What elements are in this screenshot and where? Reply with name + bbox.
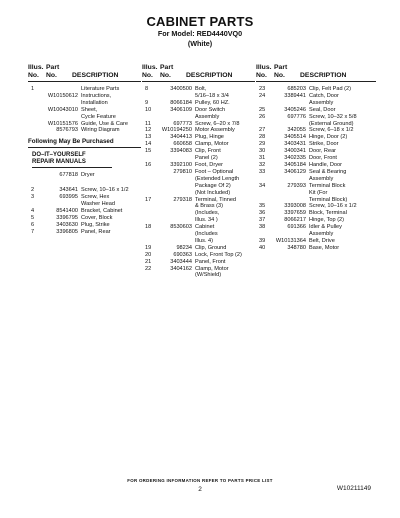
illus-number: 7 [31, 228, 35, 235]
illus-number: 1 [31, 86, 35, 92]
illus-number: 17 [145, 196, 152, 203]
part-number [160, 114, 195, 121]
illus-number [28, 114, 46, 121]
table-row [142, 272, 255, 279]
table-row [142, 155, 255, 162]
part-description: Block, Terminal [309, 210, 347, 217]
table-row [256, 127, 376, 134]
part-description: Kit (For [309, 189, 328, 196]
table-row [142, 162, 255, 169]
illus-number: 5 [31, 214, 35, 221]
part-number [274, 190, 309, 197]
part-description: Hinge, Top (2) [309, 217, 345, 224]
part-number: 3406129 [284, 168, 306, 175]
part-description: Package Of 2) [195, 182, 231, 189]
part-description: Foot – Optional [195, 168, 234, 175]
table-row [256, 86, 376, 93]
part-number [160, 176, 195, 183]
table-row [256, 114, 376, 121]
table-row [256, 141, 376, 148]
illus-number: 2 [31, 187, 35, 194]
part-number: 3400341 [284, 148, 306, 155]
part-description: Bracket, Cabinet [81, 207, 123, 214]
illus-number: 11 [145, 120, 151, 127]
table-row [142, 169, 255, 176]
illus-number: 39 [259, 237, 266, 244]
part-description: Handle, Door [309, 161, 342, 168]
illus-number: 27 [259, 127, 266, 134]
part-number: 8541400 [56, 207, 78, 214]
part-description: Illus. 4) [195, 237, 214, 244]
table-row [28, 229, 141, 236]
column-header: Illus. No. Part No. DESCRIPTION [256, 64, 376, 82]
part-description: (Includes [195, 231, 218, 238]
part-number: 693995 [59, 194, 78, 201]
part-description: Screw, 10–16 x 1/2 [81, 187, 129, 194]
table-row [142, 245, 255, 252]
part-description: Sheet, [81, 106, 98, 113]
part-number [160, 210, 195, 217]
page-title: CABINET PARTS [146, 14, 254, 29]
illus-number [142, 176, 160, 183]
table-row [28, 127, 141, 134]
illus-number [142, 114, 160, 121]
part-number: 3405514 [284, 134, 306, 141]
part-number [46, 100, 81, 107]
part-description: Screw, 6–20 x 7/8 [195, 120, 240, 127]
parts-list [256, 86, 376, 252]
part-number: 690363 [173, 251, 192, 258]
part-number: 3397659 [284, 210, 306, 217]
illus-number: 34 [259, 182, 266, 189]
following-heading: Following May Be Purchased [28, 138, 114, 146]
part-number [160, 155, 195, 162]
part-description: Clip, Ground [195, 244, 227, 251]
table-row [142, 148, 255, 155]
part-description: Guide, Use & Care [81, 120, 128, 127]
table-row [256, 245, 376, 252]
part-description: Bolt, [195, 86, 207, 92]
illus-number: 18 [145, 224, 152, 231]
part-number [160, 93, 195, 100]
table-row [256, 190, 376, 197]
table-row [142, 210, 255, 217]
part-description: Assembly [309, 99, 334, 106]
table-row [142, 217, 255, 224]
model-line: For Model: RED4440VQ0 [157, 29, 243, 38]
part-description: (Includes, [195, 210, 220, 217]
part-number: 3403444 [170, 258, 192, 265]
parts-list-2 [28, 187, 141, 235]
part-number: 3405184 [284, 161, 306, 168]
table-row [142, 134, 255, 141]
illus-number [142, 210, 160, 217]
illus-number [28, 201, 46, 208]
part-description: Washer Head [81, 201, 115, 208]
part-number: W10151576 [47, 120, 78, 127]
color-line: (White) [187, 39, 213, 48]
part-description: Foot, Dryer [195, 161, 223, 168]
diy-list [28, 172, 141, 179]
diy-heading: DO–IT–YOURSELF [32, 152, 86, 159]
table-row [28, 172, 141, 179]
part-number [46, 201, 81, 208]
diy-heading-2: REPAIR MANUALS [32, 159, 86, 166]
part-description: Door, Front [309, 155, 337, 162]
part-number [46, 86, 81, 93]
part-number: 660658 [173, 141, 192, 148]
illus-number: 20 [145, 251, 152, 258]
table-row [256, 169, 376, 176]
illus-number: 35 [259, 203, 266, 210]
part-description: Clip, Front [195, 148, 221, 155]
table-row [256, 121, 376, 128]
part-number [160, 238, 195, 245]
table-row [28, 215, 141, 222]
part-description: Panel, Rear [81, 228, 111, 235]
part-description: Hinge, Door (2) [309, 134, 348, 141]
table-row [142, 266, 255, 273]
table-row [142, 197, 255, 204]
part-description: (External Ground) [309, 120, 354, 127]
part-description: & Brass (3) [195, 203, 223, 210]
table-row [142, 100, 255, 107]
illus-number [256, 190, 274, 197]
illus-number [142, 93, 160, 100]
part-number [274, 231, 309, 238]
part-number [274, 197, 309, 204]
table-row [142, 93, 255, 100]
part-number [160, 217, 195, 224]
illus-number: 19 [145, 244, 152, 251]
column-header: Illus. No. Part No. DESCRIPTION [142, 64, 255, 82]
illus-number: 40 [259, 244, 266, 251]
illus-number [256, 197, 274, 204]
part-number: 697773 [173, 120, 192, 127]
part-number: 348780 [287, 244, 306, 251]
part-description: Idler & Pulley [309, 224, 342, 231]
ordering-note: FOR ORDERING INFORMATION REFER TO PARTS PRICE LIST [127, 478, 273, 483]
illus-number: 4 [31, 207, 35, 214]
part-number [160, 203, 195, 210]
illus-number: 6 [31, 221, 35, 228]
part-number: 691366 [287, 224, 306, 231]
part-number: 8576793 [56, 127, 78, 134]
part-number [274, 100, 309, 107]
part-description: Instructions, [81, 92, 112, 99]
part-number: W10043010 [47, 106, 78, 113]
table-row [142, 252, 255, 259]
part-description: Cycle Feature [81, 113, 116, 120]
table-row [256, 238, 376, 245]
part-number: 3396795 [56, 214, 78, 221]
illus-number: 13 [145, 134, 152, 141]
part-number: 3402335 [284, 155, 306, 162]
part-number: 3396805 [56, 228, 78, 235]
table-row [256, 93, 376, 100]
parts-list [28, 86, 141, 134]
illus-number: 10 [145, 106, 152, 113]
illus-number [28, 100, 46, 107]
part-description: Base, Motor [309, 244, 340, 251]
table-row [256, 203, 376, 210]
part-number: 3392100 [170, 161, 192, 168]
part-number [274, 121, 309, 128]
table-row [28, 100, 141, 107]
table-row [142, 127, 255, 134]
illus-number [256, 231, 274, 238]
part-description: Panel, Front [195, 258, 226, 265]
part-description: Clip, Felt Pad (2) [309, 86, 351, 92]
part-number: 3403431 [284, 141, 306, 148]
part-description: Illus. 34 ) [195, 217, 218, 224]
part-number [274, 176, 309, 183]
page-number: 2 [198, 486, 202, 493]
illus-number: 15 [145, 148, 152, 155]
table-row [28, 121, 141, 128]
illus-number [142, 169, 160, 176]
part-description: (Not Included) [195, 189, 231, 196]
part-description: Screw, 10–32 x 5/8 [309, 113, 357, 120]
illus-number [142, 183, 160, 190]
part-number: 279393 [287, 182, 306, 189]
part-number [160, 272, 195, 279]
illus-number [28, 127, 46, 134]
table-row [28, 107, 141, 114]
illus-number: 23 [259, 86, 266, 92]
table-row [142, 231, 255, 238]
part-number: 3404413 [170, 134, 192, 141]
part-number: 279810 [173, 168, 192, 175]
illus-number: 3 [31, 194, 35, 201]
part-description: Strike, Door [309, 141, 339, 148]
illus-number [142, 272, 160, 279]
part-number: 343641 [59, 187, 78, 194]
table-row [142, 107, 255, 114]
table-row [142, 141, 255, 148]
part-number: 3389441 [284, 92, 306, 99]
illus-number: 29 [259, 141, 266, 148]
part-number [160, 183, 195, 190]
table-row [256, 224, 376, 231]
part-description: Pulley, 60 HZ. [195, 99, 230, 106]
illus-number [142, 203, 160, 210]
table-row [28, 187, 141, 194]
table-row [256, 176, 376, 183]
illus-number [142, 238, 160, 245]
part-number: W10131364 [275, 237, 306, 244]
table-row [142, 238, 255, 245]
part-description: Screw, Hex [81, 194, 110, 201]
part-number: 8530603 [170, 224, 192, 231]
illus-number: 22 [145, 265, 152, 272]
part-description: Terminal, Tinned [195, 196, 237, 203]
illus-number [256, 100, 274, 107]
part-description: Screw, 10–16 x 1/2 [309, 203, 357, 210]
illus-number: 33 [259, 168, 266, 175]
part-description: Terminal Block) [309, 196, 348, 203]
part-description: Dryer [81, 172, 95, 179]
part-description: Door Switch [195, 106, 226, 113]
part-number [46, 114, 81, 121]
part-number: 8066217 [284, 217, 306, 224]
illus-number [142, 231, 160, 238]
table-row [28, 93, 141, 100]
part-description: Installation [81, 99, 108, 106]
illus-number: 28 [259, 134, 266, 141]
illus-number [28, 172, 46, 179]
part-number: 3404162 [170, 265, 192, 272]
part-number: 685203 [287, 86, 306, 92]
part-description: (W/Shield) [195, 272, 222, 279]
table-row [28, 194, 141, 201]
table-row [256, 217, 376, 224]
part-number: 279318 [173, 196, 192, 203]
table-row [142, 183, 255, 190]
illus-number: 30 [259, 148, 266, 155]
part-description: Assembly [195, 113, 220, 120]
part-description: Clamp, Motor [195, 265, 229, 272]
parts-column-3 [256, 64, 376, 252]
illus-number: 24 [259, 92, 266, 99]
illus-number [142, 217, 160, 224]
part-number: W10150612 [47, 92, 78, 99]
part-description: Clamp, Motor [195, 141, 229, 148]
illus-number: 14 [145, 141, 152, 148]
illus-number: 16 [145, 161, 152, 168]
part-number: 3405246 [284, 106, 306, 113]
table-row [142, 114, 255, 121]
illus-number: 21 [145, 258, 152, 265]
table-row [142, 259, 255, 266]
part-number: 677818 [59, 172, 78, 179]
table-row [256, 162, 376, 169]
part-description: Assembly [309, 175, 334, 182]
table-row [142, 224, 255, 231]
part-number: 342055 [287, 127, 306, 134]
illus-number [142, 190, 160, 197]
part-number [160, 190, 195, 197]
illus-number [142, 155, 160, 162]
table-row [28, 222, 141, 229]
table-row [142, 203, 255, 210]
part-number [160, 231, 195, 238]
part-number: 3393008 [284, 203, 306, 210]
illus-number: 32 [259, 161, 266, 168]
table-row [256, 155, 376, 162]
part-description: Wiring Diagram [81, 127, 120, 134]
part-number: W10194250 [161, 127, 192, 134]
part-description: Door, Rear [309, 148, 337, 155]
illus-number [28, 93, 46, 100]
table-row [256, 197, 376, 204]
part-description: Seal & Bearing [309, 168, 347, 175]
illus-number [256, 176, 274, 183]
parts-column-1 [28, 64, 141, 236]
part-description: Plug, Strike [81, 221, 110, 228]
part-number: 697776 [287, 113, 306, 120]
table-row [28, 86, 141, 93]
document-number: W10211149 [336, 485, 371, 492]
table-row [256, 231, 376, 238]
part-description: Cabinet [195, 224, 215, 231]
part-description: Catch, Door [309, 92, 339, 99]
illus-number: 25 [259, 106, 266, 113]
illus-number: 36 [259, 210, 266, 217]
table-row [142, 86, 255, 93]
part-description: Literature Parts [81, 86, 120, 92]
illus-number [256, 121, 274, 128]
illus-number: 8 [145, 86, 149, 92]
part-description: Assembly [309, 231, 334, 238]
part-number: 8066184 [170, 99, 192, 106]
illus-number: 38 [259, 224, 266, 231]
table-row [142, 190, 255, 197]
illus-number [28, 121, 46, 128]
table-row [28, 114, 141, 121]
table-row [256, 183, 376, 190]
part-number: 3406109 [170, 106, 192, 113]
table-row [256, 134, 376, 141]
table-row [256, 107, 376, 114]
illus-number: 37 [259, 217, 266, 224]
part-number: 3403630 [56, 221, 78, 228]
table-row [28, 208, 141, 215]
table-row [256, 210, 376, 217]
illus-number [28, 107, 46, 114]
parts-list [142, 86, 255, 279]
part-description: Belt, Drive [309, 237, 335, 244]
illus-number: 26 [259, 113, 266, 120]
part-description: Lock, Front Top (2) [195, 251, 242, 258]
illus-number: 12 [145, 127, 152, 134]
part-description: Cover, Block [81, 214, 113, 221]
illus-number: 9 [145, 99, 149, 106]
column-header: Illus. No. Part No. DESCRIPTION [28, 64, 141, 82]
part-description: 5/16–18 x 3/4 [195, 92, 229, 99]
part-number: 3394083 [170, 148, 192, 155]
table-row [142, 176, 255, 183]
table-row [256, 100, 376, 107]
parts-column-2 [142, 64, 255, 279]
part-description: Terminal Block [309, 182, 346, 189]
part-description: Seal, Door [309, 106, 336, 113]
part-description: Screw, 6–18 x 1/2 [309, 127, 354, 134]
table-row [256, 148, 376, 155]
table-row [28, 201, 141, 208]
part-number: 3400500 [170, 86, 192, 92]
part-description: Panel (2) [195, 155, 218, 162]
part-description: Plug, Hinge [195, 134, 224, 141]
table-row [142, 121, 255, 128]
illus-number: 31 [259, 155, 266, 162]
part-description: (Extended Length [195, 175, 240, 182]
part-description: Motor Assembly [195, 127, 235, 134]
part-number: 98234 [176, 244, 192, 251]
